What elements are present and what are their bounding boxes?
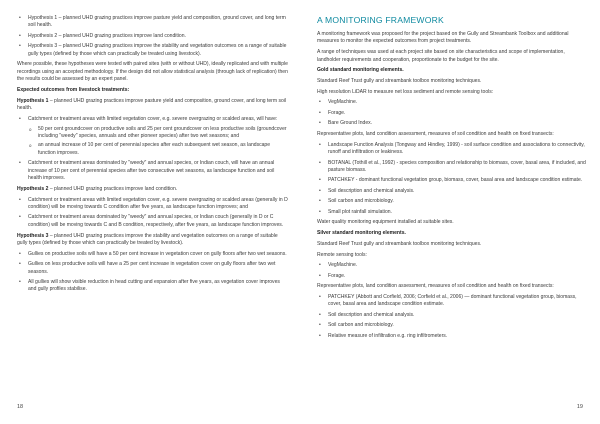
list-item: • Hypothesis 2 – planned UHD grazing practices improve land condition. — [17, 33, 288, 40]
list-item: • VegMachine. — [317, 262, 587, 269]
hypothesis-1-paragraph — [17, 98, 288, 113]
list-item: • Soil carbon and microbiology. — [317, 198, 587, 205]
list-item: • Hypothesis 3 – planned UHD grazing practices improve the stability and vegetation outcomes on a range of suitable gully types (defined by those which can practically be treated using livestock). — [17, 43, 288, 58]
right-page — [300, 0, 600, 424]
water-quality-line: Water quality monitoring equipment installed at suitable sites. — [317, 219, 454, 226]
expected-outcomes-heading: Expected outcomes from livestock treatments: — [17, 87, 130, 93]
hypothesis-2-outcomes — [17, 197, 288, 230]
right-column — [317, 15, 587, 343]
list-item: • Forage. — [317, 273, 587, 280]
list-item — [17, 116, 288, 157]
section-title: A MONITORING FRAMEWORK — [317, 15, 444, 25]
hypotheses-list — [17, 15, 288, 58]
list-item: • PATCHKEY (Abbott and Corfield, 2006; Corfield et al., 2006) — dominant functional vegetation group, biomass, cover, basal area and landscape condition estimate. — [317, 294, 587, 309]
gold-transects-line: Representative plots, land condition assessment, measures of soil condition and health on fixed transects: — [317, 130, 554, 137]
silver-remote-line: Remote sensing tools: — [317, 251, 367, 258]
hypothesis-3-outcomes — [17, 251, 288, 294]
list-item: • Hypothesis 1 – planned UHD grazing practices improve pasture yield and composition, ground cover, and long term soil health. — [17, 15, 288, 30]
gold-transects-list — [317, 142, 587, 217]
list-item: • Landscape Function Analysis (Tongway and Hindley, 1999) - soil surface condition and associations to connectivity, runoff and infiltration or leakiness. — [317, 142, 587, 157]
silver-standard-heading: Silver standard monitoring elements. — [317, 230, 406, 237]
silver-remote-tools-list — [317, 262, 587, 280]
hypothesis-3-label: Hypothesis 3 — [17, 232, 49, 239]
list-item: • Gullies on less productive soils will have a 25 per cent increase in vegetation cover on gully floors after two wet seasons. — [17, 261, 288, 276]
sub-list — [28, 126, 288, 158]
silver-transects-line: Representative plots, land condition assessment, measures of soil condition and health on fixed transects: — [317, 283, 554, 290]
list-item: • PATCHKEY - dominant functional vegetation group, biomass, cover, basal area and landscape condition estimate. — [317, 177, 587, 184]
silver-toolbox-line: Standard Reef Trust gully and streambank toolbox monitoring techniques. — [317, 241, 482, 248]
list-item: • Relative measure of infiltration e.g. ring infiltrometers. — [317, 333, 587, 340]
list-item: • Catchment or treatment areas dominated by "weedy" and annual species, or Indian couch, will have an annual increase of 10 per cent of perennial species after two consecutive wet seasons, as landscape function and soil health improves. — [17, 160, 288, 182]
hypothesis-1-label: Hypothesis 1 — [17, 97, 49, 104]
gold-remote-tools-list — [317, 99, 587, 127]
gold-standard-heading: Gold standard monitoring elements. — [317, 67, 404, 74]
page-number: 19 — [576, 404, 583, 410]
hypothesis-2-text: – planned UHD grazing practices improve land condition. — [48, 185, 178, 192]
sub-list-item: o 50 per cent groundcover on productive soils and 25 per cent groundcover on less productive soils (groundcover including "weedy" species, annuals and other pioneer species) after two wet seasons; and — [28, 126, 288, 141]
intro-paragraph: A monitoring framework was proposed for the project based on the Gully and Streambank Toolbox and additional measures to monitor the expected outcomes from project treatments. — [317, 31, 569, 45]
list-item: • VegMachine. — [317, 99, 587, 106]
left-column — [17, 15, 288, 297]
hypothesis-2-paragraph — [17, 186, 288, 193]
list-item: • Catchment or treatment areas with limited vegetation cover, e.g. severe overgrazing or scalded areas (generally in D condition) will be moving towards C condition after five years, as landscape function improves; and — [17, 197, 288, 212]
list-item: • Gullies on productive soils will have a 50 per cent increase in vegetation cover on gully floors after two wet seasons. — [17, 251, 288, 258]
silver-transects-list — [317, 294, 587, 340]
gold-lidar-line: High resolution LiDAR to measure net loss sediment and remote sensing tools: — [317, 88, 494, 95]
testing-paragraph: Where possible, these hypotheses were tested with paired sites (with or without UHD), ideally replicated and with multiple recordings using an accepted methodology. If the design did not allow statistical analysis (through lack of replication) then the results could be assessed by an expert panel. — [17, 61, 288, 83]
sub-list-item: o an annual increase of 10 per cent of perennial species after each subsequent wet season, as landscape function improves. — [28, 142, 288, 157]
list-item: • All gullies will show visible reduction in head cutting and expansion after five years, as vegetation cover improves and gully profiles stabilise. — [17, 279, 288, 294]
list-item: • Soil description and chemical analysis. — [317, 312, 587, 319]
list-item: • Small plot rainfall simulation. — [317, 209, 587, 216]
list-item: • Soil carbon and microbiology. — [317, 322, 587, 329]
list-item: • Catchment or treatment areas dominated by "weedy" and annual species, or Indian couch (generally in D or C condition) will be moving towards C and B condition, respectively, after five years, as landscape function improves. — [17, 214, 288, 229]
list-item-text: Catchment or treatment areas with limited vegetation cover, e.g. severe overgrazing or scalded areas, will have: — [28, 116, 278, 123]
hypothesis-2-label: Hypothesis 2 — [17, 185, 49, 192]
list-item: • Forage. — [317, 110, 587, 117]
list-item: • Bare Ground Index. — [317, 120, 587, 127]
hypothesis-1-text: – planned UHD grazing practices improve pasture yield and composition, ground cover, and long term soil health. — [17, 97, 287, 112]
gold-toolbox-line: Standard Reef Trust gully and streambank toolbox monitoring techniques. — [317, 78, 482, 85]
hypothesis-1-outcomes — [17, 116, 288, 183]
techniques-paragraph: A range of techniques was used at each project site based on site characteristics and scope of implementation, landholder requirements and cooperation, proportionate to the budget for the site. — [317, 49, 565, 63]
list-item: • Soil description and chemical analysis. — [317, 188, 587, 195]
list-item: • BOTANAL (Tothill et al., 1992) - species composition and relationship to biomass, cover, basal area, if included, and pasture biomass. — [317, 160, 587, 175]
hypothesis-3-text: – planned UHD grazing practices improve the stability and vegetation outcomes on a range of suitable gully types (defined by those which can practically be treated by livestock). — [17, 232, 278, 246]
page-number: 18 — [17, 404, 24, 410]
hypothesis-3-paragraph — [17, 233, 288, 248]
